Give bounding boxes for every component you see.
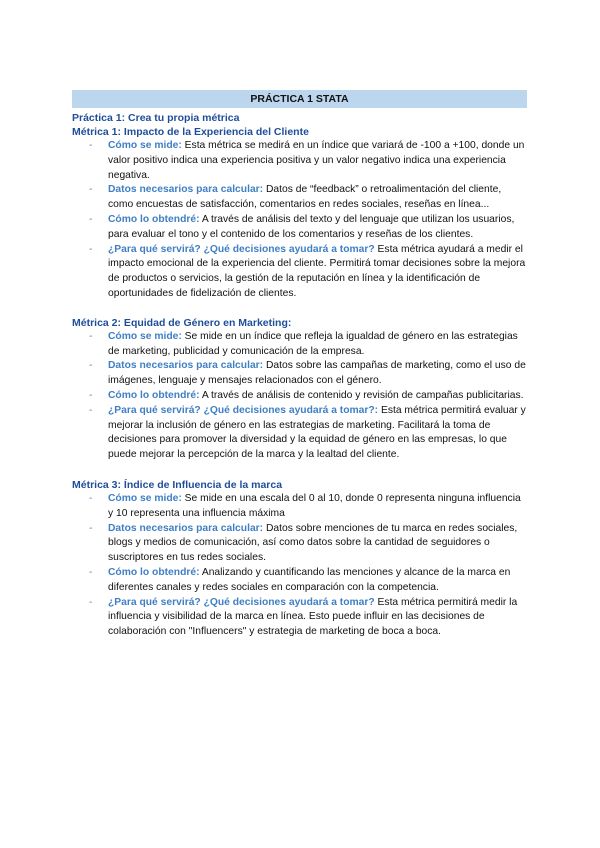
bullet-dash-icon: - <box>89 522 93 534</box>
item-label: Datos necesarios para calcular: <box>108 360 264 372</box>
metric-section-2 <box>72 316 527 463</box>
practice-heading: Práctica 1: Crea tu propia métrica <box>72 112 240 124</box>
metric-section-1 <box>72 125 527 302</box>
metric-items <box>72 330 527 463</box>
page-title: PRÁCTICA 1 STATA <box>72 90 527 108</box>
item-label: Cómo lo obtendré: <box>108 213 200 225</box>
item-label: Datos necesarios para calcular: <box>108 184 264 196</box>
document-page <box>72 90 527 655</box>
item-text: Esta métrica se medirá en un índice que variará de -100 a +100, donde un valor positivo indica una experiencia positiva y un valor negativo indica una experiencia negativa. <box>108 140 525 181</box>
list-item <box>72 596 527 640</box>
item-label: Cómo se mide: <box>108 140 182 151</box>
item-text: Esta métrica permitirá medir la influencia y visibilidad de la marca en línea. Esto puede influir en las decisiones de colaboración con "Influencers" y estrategia de marketing de boca a boca. <box>108 596 518 638</box>
item-label: ¿Para qué servirá? ¿Qué decisiones ayudará a tomar? <box>108 596 375 608</box>
bullet-dash-icon: - <box>89 360 93 372</box>
item-text: Datos sobre menciones de tu marca en redes sociales, blogs y medios de comunicación, así como datos sobre la cantidad de seguidores o suscriptores en tus redes sociales. <box>108 522 518 564</box>
list-item <box>72 389 527 404</box>
bullet-dash-icon: - <box>89 596 93 608</box>
list-item <box>72 359 527 389</box>
bullet-dash-icon: - <box>89 184 93 196</box>
bullet-dash-icon: - <box>89 140 93 151</box>
list-item <box>72 139 527 183</box>
item-text: Se mide en un índice que refleja la igualdad de género en las estrategias de marketing, publicidad y comunicación de la empresa. <box>108 330 518 357</box>
item-text: Se mide en una escala del 0 al 10, donde 0 representa ninguna influencia y 10 representa una influencia máxima <box>108 492 521 519</box>
item-label: Datos necesarios para calcular: <box>108 522 264 534</box>
item-text: Datos sobre las campañas de marketing, como el uso de imágenes, lenguaje y mensajes relacionados con el género. <box>108 360 526 387</box>
item-text: Esta métrica ayudará a medir el impacto emocional de la experiencia del cliente. Permitirá tomar decisiones sobre la mejora de productos o servicios, la gestión de la reputación en línea y la identificación de oportunidades de fidelización de clientes. <box>108 243 526 299</box>
item-label: ¿Para qué servirá? ¿Qué decisiones ayudará a tomar?: <box>108 404 379 416</box>
bullet-dash-icon: - <box>89 566 93 578</box>
item-text: A través de análisis de contenido y revisión de campañas publicitarias. <box>199 389 524 401</box>
item-text: Datos de “feedback” o retroalimentación del cliente, como encuestas de satisfacción, comentarios en redes sociales, reseñas en línea... <box>108 184 502 211</box>
bullet-dash-icon: - <box>89 213 93 225</box>
item-label: Cómo lo obtendré: <box>108 566 200 578</box>
item-label: ¿Para qué servirá? ¿Qué decisiones ayudará a tomar? <box>108 243 375 255</box>
item-label: Cómo se mide: <box>108 330 182 342</box>
bullet-dash-icon: - <box>89 389 93 401</box>
list-item <box>72 243 527 302</box>
list-item <box>72 492 527 522</box>
list-item <box>72 522 527 566</box>
bullet-dash-icon: - <box>89 243 93 255</box>
metric-section-3 <box>72 478 527 640</box>
bullet-dash-icon: - <box>89 492 93 504</box>
item-label: Cómo se mide: <box>108 492 182 504</box>
list-item <box>72 330 527 360</box>
list-item <box>72 183 527 213</box>
list-item <box>72 566 527 596</box>
item-text: Esta métrica permitirá evaluar y mejorar la inclusión de género en las estrategias de marketing. Facilitará la toma de decisiones para promover la diversidad y la equidad de género en las empresas, lo que puede mejorar la percepción de la marca y la lealtad del cliente. <box>108 404 526 461</box>
metric-items <box>72 139 527 302</box>
metric-title: Métrica 3: Índice de Influencia de la marca <box>72 478 283 491</box>
list-item <box>72 213 527 243</box>
item-label: Cómo lo obtendré: <box>108 389 200 401</box>
metric-items <box>72 492 527 640</box>
bullet-dash-icon: - <box>89 404 93 416</box>
bullet-dash-icon: - <box>89 330 93 342</box>
list-item <box>72 404 527 463</box>
metric-title: Métrica 2: Equidad de Género en Marketing: <box>72 316 292 329</box>
metric-title: Métrica 1: Impacto de la Experiencia del Cliente <box>72 126 309 138</box>
item-text: Analizando y cuantificando las menciones y alcance de la marca en diferentes canales y redes sociales en comparación con la competencia. <box>108 566 511 593</box>
item-text: A través de análisis del texto y del lenguaje que utilizan los usuarios, para evaluar el tono y el contenido de los comentarios y reseñas de los clientes. <box>108 213 515 240</box>
